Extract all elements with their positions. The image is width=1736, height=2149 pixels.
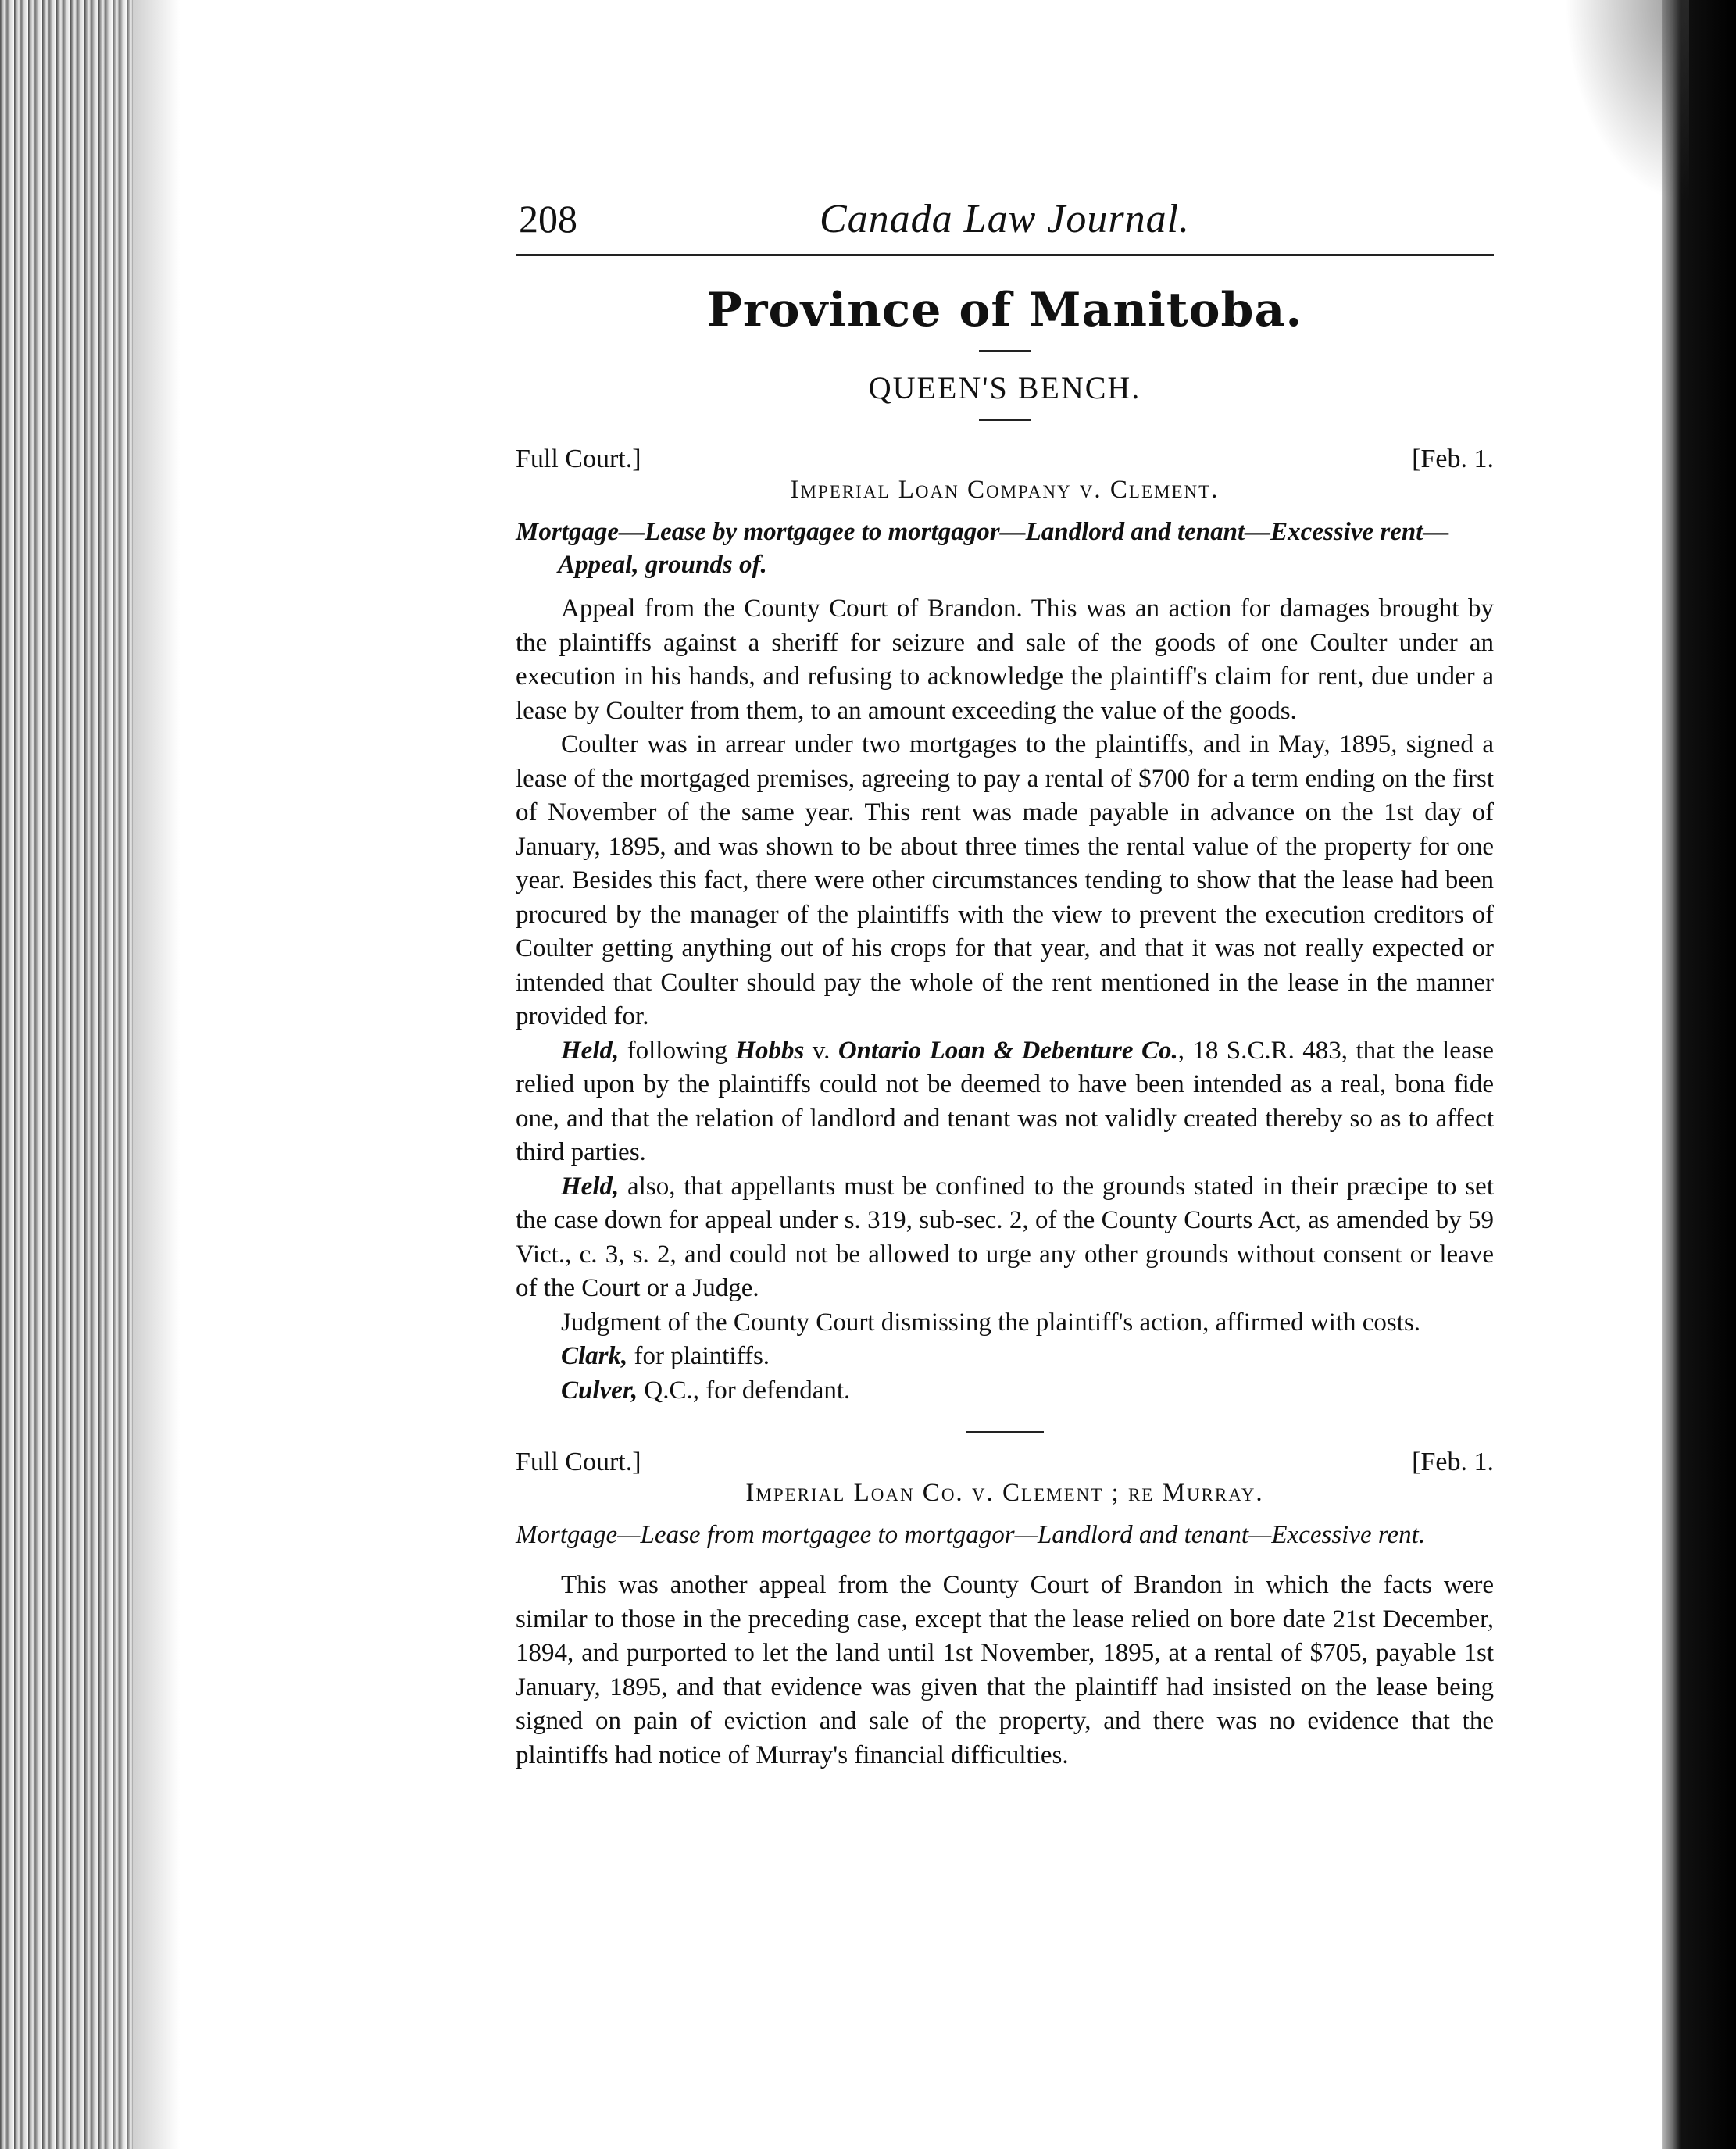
scan-shadow-left — [133, 0, 180, 2149]
counsel-role: for plaintiffs. — [627, 1342, 770, 1370]
document-page — [516, 191, 1494, 2012]
paragraph: This was another appeal from the County Court of Brandon in which the facts were similar to those in the preceding case, except that the lease relied on bore date 21st December, 1894, and purported to let the land until 1st November, 1895, at a rental of $705, payable 1st January, 1895, and that evidence was given that the plaintiff had insisted on the lease being signed on pain of eviction and sale of the property, and there was no evidence that the plaintiffs had notice of Murray's financial difficulties. — [516, 1571, 1494, 1769]
held-label: Held, — [561, 1172, 620, 1201]
counsel-name: Clark, — [561, 1342, 628, 1370]
held-paragraph — [516, 1170, 1494, 1306]
divider — [979, 350, 1031, 352]
held-label: Held, — [561, 1036, 620, 1065]
page-number: 208 — [519, 197, 577, 241]
case-date: [Feb. 1. — [1412, 1448, 1494, 1476]
case-court: Full Court.] — [516, 444, 641, 473]
case-header — [516, 444, 1494, 479]
paragraph: Appeal from the County Court of Brandon. This was an action for damages brought by the plaintiffs against a sheriff for seizure and sale of the goods of one Coulter under an execution in his hands, and refusing to acknowledge the plaintiff's claim for rent, due under a lease by Coulter from them, to an amount exceeding the value of the goods. — [516, 594, 1494, 725]
held-text: also, that appellants must be confined to the grounds stated in their præcipe to set the case down for appeal under s. 319, sub-sec. 2, of the County Courts Act, as amended by 59 Vict., c. 3, s. 2, and could not be allowed to urge any other grounds without consent or leave of the Court or a Judge. — [516, 1172, 1494, 1302]
held-text: , 18 S.C.R. 483, that the lease relied upon by the plaintiffs could not be deemed to have been intended as a real, bona fide one, and that the relation of landlord and tenant was not validly created thereby so as to affect third parties. — [516, 1036, 1495, 1166]
case-headnote — [516, 516, 1494, 581]
scan-edge-right — [1662, 0, 1736, 2149]
cited-case-party: Ontario Loan & Debenture Co. — [838, 1036, 1178, 1065]
case-header — [516, 1448, 1494, 1482]
scan-binding-edge-left — [0, 0, 133, 2149]
held-paragraph — [516, 1034, 1494, 1170]
case-court: Full Court.] — [516, 1448, 641, 1476]
headnote-text: Mortgage—Lease from mortgagee to mortgagor—Landlord and tenant—Excessive rent. — [516, 1521, 1426, 1549]
counsel-name: Culver, — [561, 1376, 638, 1405]
judgment: Judgment of the County Court dismissing the plaintiff's action, affirmed with costs. — [561, 1308, 1421, 1337]
case-headnote — [516, 1519, 1494, 1551]
counsel-line — [516, 1340, 1494, 1374]
paragraph: Coulter was in arrear under two mortgages to the plaintiffs, and in May, 1895, signed a lease of the mortgaged premises, agreeing to pay a rental of $700 for a term ending on the first of November of the same year. This rent was made payable in advance on the 1st day of January, 1895, and was shown to be about three times the rental value of the property for one year. Besides this fact, there were other circumstances tending to show that the lease had been procured by the manager of the plaintiffs with the view to prevent the execution creditors of Coulter getting anything out of his crops for that year, and that it was not really expected or intended that Coulter should pay the whole of the rent mentioned in the lease in the manner provided for. — [516, 730, 1494, 1030]
case-date: [Feb. 1. — [1412, 444, 1494, 473]
divider — [979, 419, 1031, 421]
scan-page-curl — [1564, 0, 1689, 203]
counsel-role: Q.C., for defendant. — [638, 1376, 851, 1405]
counsel-line — [516, 1374, 1494, 1408]
section-title: Province of Manitoba. — [706, 283, 1303, 337]
cited-case-party: Hobbs — [735, 1036, 805, 1065]
journal-title: Canada Law Journal. — [819, 197, 1191, 241]
court-name: QUEEN'S BENCH. — [868, 370, 1141, 405]
headnote-text: Mortgage—Lease by mortgagee to mortgagor—Landlord and tenant—Excessive rent—Appeal, grounds of. — [516, 518, 1449, 579]
running-head — [516, 191, 1494, 256]
case-title: Imperial Loan Co. v. Clement ; re Murray. — [745, 1479, 1264, 1507]
divider — [966, 1431, 1044, 1433]
held-text: following — [619, 1036, 736, 1065]
case-title: Imperial Loan Company v. Clement. — [790, 476, 1220, 504]
versus: v. — [804, 1036, 838, 1065]
